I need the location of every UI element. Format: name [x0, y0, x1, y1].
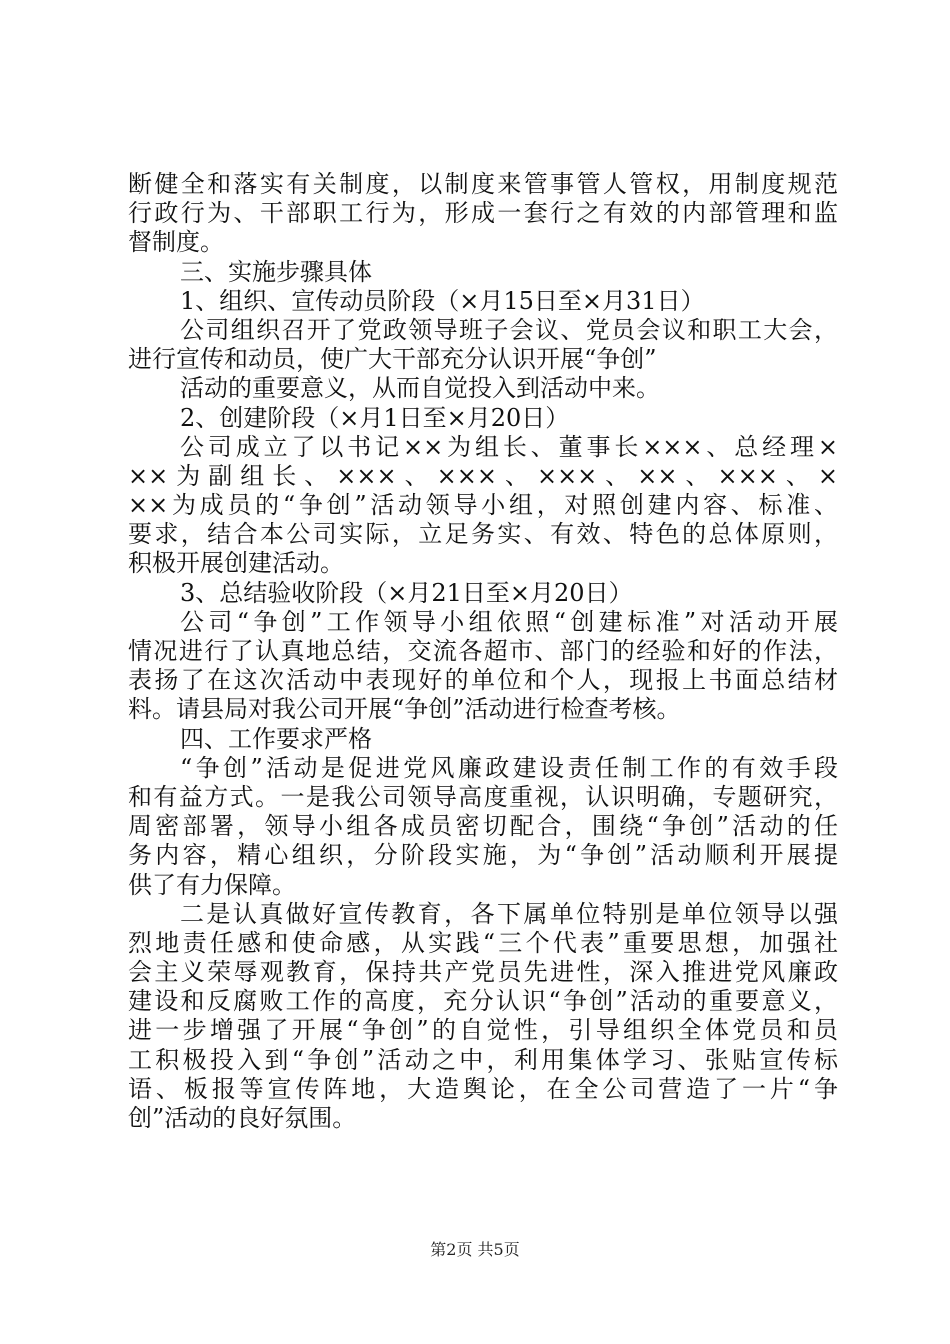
- text-line: ××为成员的“争创”活动领导小组，对照创建内容、标准、: [128, 491, 838, 520]
- text-line: 务内容，精心组织，分阶段实施，为“争创”活动顺利开展提: [128, 841, 838, 870]
- text-line: 督制度。: [128, 228, 224, 257]
- text-line: 周密部署，领导小组各成员密切配合，围绕“争创”活动的任: [128, 812, 838, 841]
- text-line: 会主义荣辱观教育，保持共产党员先进性，深入推进党风廉政: [128, 958, 838, 987]
- section-heading: 三、实施步骤具体: [180, 257, 372, 286]
- text-line: 公司组织召开了党政领导班子会议、党员会议和职工大会，: [180, 315, 838, 344]
- text-line: 建设和反腐败工作的高度，充分认识“争创”活动的重要意义，: [128, 987, 838, 1016]
- text-line: 进行宣传和动员，使广大干部充分认识开展“争创”: [128, 345, 657, 374]
- text-line: 要求，结合本公司实际，立足务实、有效、特色的总体原则，: [128, 520, 838, 549]
- text-line: “争创”活动是促进党风廉政建设责任制工作的有效手段: [180, 753, 838, 782]
- step-heading: 1、组织、宣传动员阶段（×月15日至×月31日）: [180, 286, 705, 315]
- text-line: 二是认真做好宣传教育，各下属单位特别是单位领导以强: [180, 899, 838, 928]
- text-line: 表扬了在这次活动中表现好的单位和个人，现报上书面总结材: [128, 666, 838, 695]
- text-line: 烈地责任感和使命感，从实践“三个代表”重要思想，加强社: [128, 928, 838, 957]
- text-line: 供了有力保障。: [128, 870, 296, 899]
- text-line: 和有益方式。一是我公司领导高度重视，认识明确，专题研究，: [128, 782, 838, 811]
- text-line: 料。请县局对我公司开展“争创”活动进行检查考核。: [128, 695, 681, 724]
- step-heading: 2、创建阶段（×月1日至×月20日）: [180, 403, 570, 432]
- text-line: 情况进行了认真地总结，交流各超市、部门的经验和好的作法，: [128, 637, 838, 665]
- text-line: 语、板报等宣传阵地，大造舆论，在全公司营造了一片“争: [128, 1074, 838, 1103]
- document-body: [128, 170, 838, 1133]
- text-line: ××为副组长、×××、×××、×××、××、×××、×: [128, 461, 838, 490]
- step-heading: 3、总结验收阶段（×月21日至×月20日）: [180, 578, 633, 607]
- text-line: 公司“争创”工作领导小组依照“创建标准”对活动开展: [180, 607, 838, 636]
- text-line: 活动的重要意义，从而自觉投入到活动中来。: [180, 374, 660, 403]
- text-line: 断健全和落实有关制度，以制度来管事管人管权，用制度规范: [128, 170, 838, 198]
- text-line: 工积极投入到“争创”活动之中，利用集体学习、张贴宣传标: [128, 1045, 838, 1074]
- page-number: 第2页 共5页: [430, 1240, 520, 1259]
- text-line: 进一步增强了开展“争创”的自觉性，引导组织全体党员和员: [128, 1016, 838, 1045]
- text-line: 积极开展创建活动。: [128, 549, 344, 578]
- text-line: 公司成立了以书记××为组长、董事长×××、总经理×: [180, 432, 838, 461]
- text-line: 创”活动的良好氛围。: [128, 1104, 357, 1132]
- text-line: 行政行为、干部职工行为，形成一套行之有效的内部管理和监: [128, 199, 838, 228]
- page-footer: [0, 1240, 950, 1260]
- section-heading: 四、工作要求严格: [180, 724, 372, 753]
